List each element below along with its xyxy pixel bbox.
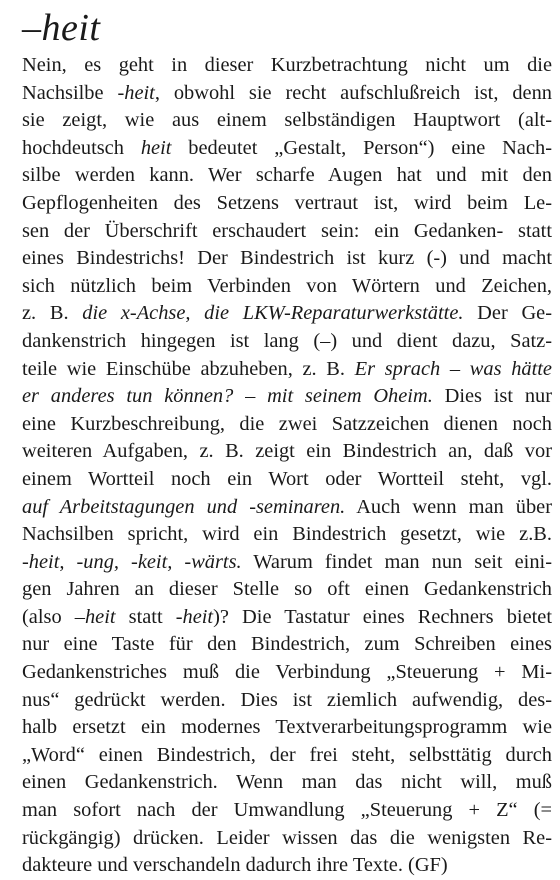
text-line [22,549,552,577]
text-line [22,494,552,522]
text-line [22,300,552,328]
text-line [22,356,552,384]
text-line [22,218,552,246]
text-line [22,107,552,135]
text-run: halb ersetzt ein modernes Textverarbeitungsprogramm wie [22,716,552,739]
text-line [22,245,552,273]
text-run: dakteure und verschandeln dadurch ihre Texte. (GF) [22,854,448,877]
article-body [22,52,552,880]
text-run: Gedankenstriches muß die Verbindung „Steuerung + Mi- [22,661,552,684]
text-line [22,190,552,218]
italic-text-run: die x-Achse, die LKW-Reparaturwerkstätte. [82,302,464,325]
text-line [22,438,552,466]
text-line [22,80,552,108]
text-run: einen Gedankenstrich. Wenn man das nicht will, muß [22,771,552,794]
text-line [22,576,552,604]
text-run: sen der Überschrift erschaudert sein: ein Gedanken- statt [22,219,552,242]
text-line [22,742,552,770]
text-line [22,852,552,880]
text-run: Dies ist nur [432,385,552,408]
text-line [22,797,552,825]
italic-text-run: Er sprach – was hätte [354,357,552,380]
text-run: rückgängig) drücken. Leider wissen das die wenigsten Re- [22,826,552,849]
article [22,8,552,880]
italic-text-run: -heit, -ung, -keit, -wärts. [22,550,242,573]
text-line [22,659,552,687]
text-run: weiteren Aufgaben, z. B. zeigt ein Bindestrich an, daß vor [22,440,552,463]
text-run: statt [115,605,176,628]
text-run: Auch wenn man über [345,495,553,518]
article-title: –heit [22,7,101,49]
text-line [22,162,552,190]
italic-text-run: –heit [74,605,116,628]
text-run: (also [22,605,75,628]
text-line [22,466,552,494]
text-line [22,825,552,853]
text-line [22,521,552,549]
text-run: bedeutet „Gestalt, Person“) eine Nach- [171,136,552,159]
text-run: einem Wortteil noch ein Wort oder Wortteil steht, vgl. [22,467,552,490]
text-line [22,631,552,659]
italic-text-run: auf Arbeitstagungen und -seminaren. [22,495,346,518]
text-line [22,769,552,797]
italic-text-run: heit [140,136,172,159]
text-line [22,135,552,163]
text-line [22,687,552,715]
text-run: )? Die Tastatur eines Rechners bietet [213,605,552,628]
text-run: sie zeigt, wie aus einem selbständigen Hauptwort (alt- [22,109,552,132]
text-run: eines Bindestrichs! Der Bindestrich ist kurz (-) und macht [22,247,552,270]
text-line [22,383,552,411]
text-run: Nein, es geht in dieser Kurzbetrachtung nicht um die [22,54,552,76]
text-run: sich nützlich beim Verbinden von Wörtern und Zeichen, [22,274,552,297]
text-run: man sofort nach der Umwandlung „Steuerung + Z“ (= [22,799,552,822]
text-run: Der Ge- [463,302,553,325]
text-run: eine Kurzbeschreibung, die zwei Satzzeichen dienen noch [22,412,552,435]
text-run: dankenstrich hingegen ist lang (–) und dient dazu, Satz- [22,329,552,352]
text-run: Warum findet man nun seit eini- [241,550,552,573]
italic-text-run: -heit [117,81,155,104]
text-line [22,52,552,80]
text-line [22,714,552,742]
text-run: silbe werden kann. Wer scharfe Augen hat und mit den [22,164,552,187]
italic-text-run: er anderes tun können? – mit seinem Oheim. [22,385,433,408]
text-line [22,604,552,632]
text-run: gen Jahren an dieser Stelle so oft einen Gedankenstrich [22,578,552,601]
text-run: hochdeutsch [22,136,141,159]
text-run: z. B. [22,302,83,325]
text-run: Nachsilbe [22,81,118,104]
text-run: nur eine Taste für den Bindestrich, zum Schreiben eines [22,633,552,656]
text-run: Gepflogenheiten des Setzens vertraut ist, wird beim Le- [22,191,552,214]
text-line [22,411,552,439]
text-run: , obwohl sie recht aufschlußreich ist, denn [154,81,552,104]
text-line [22,328,552,356]
text-run: nus“ gedrückt werden. Dies ist ziemlich aufwendig, des- [22,688,552,711]
text-run: Nachsilben spricht, wird ein Bindestrich gesetzt, wie z.B. [22,523,552,546]
text-run: teile wie Einschübe abzuheben, z. B. [22,357,355,380]
italic-text-run: -heit [175,605,214,628]
text-run: „Word“ einen Bindestrich, der frei steht, selbsttätig durch [22,743,552,766]
text-line [22,273,552,301]
